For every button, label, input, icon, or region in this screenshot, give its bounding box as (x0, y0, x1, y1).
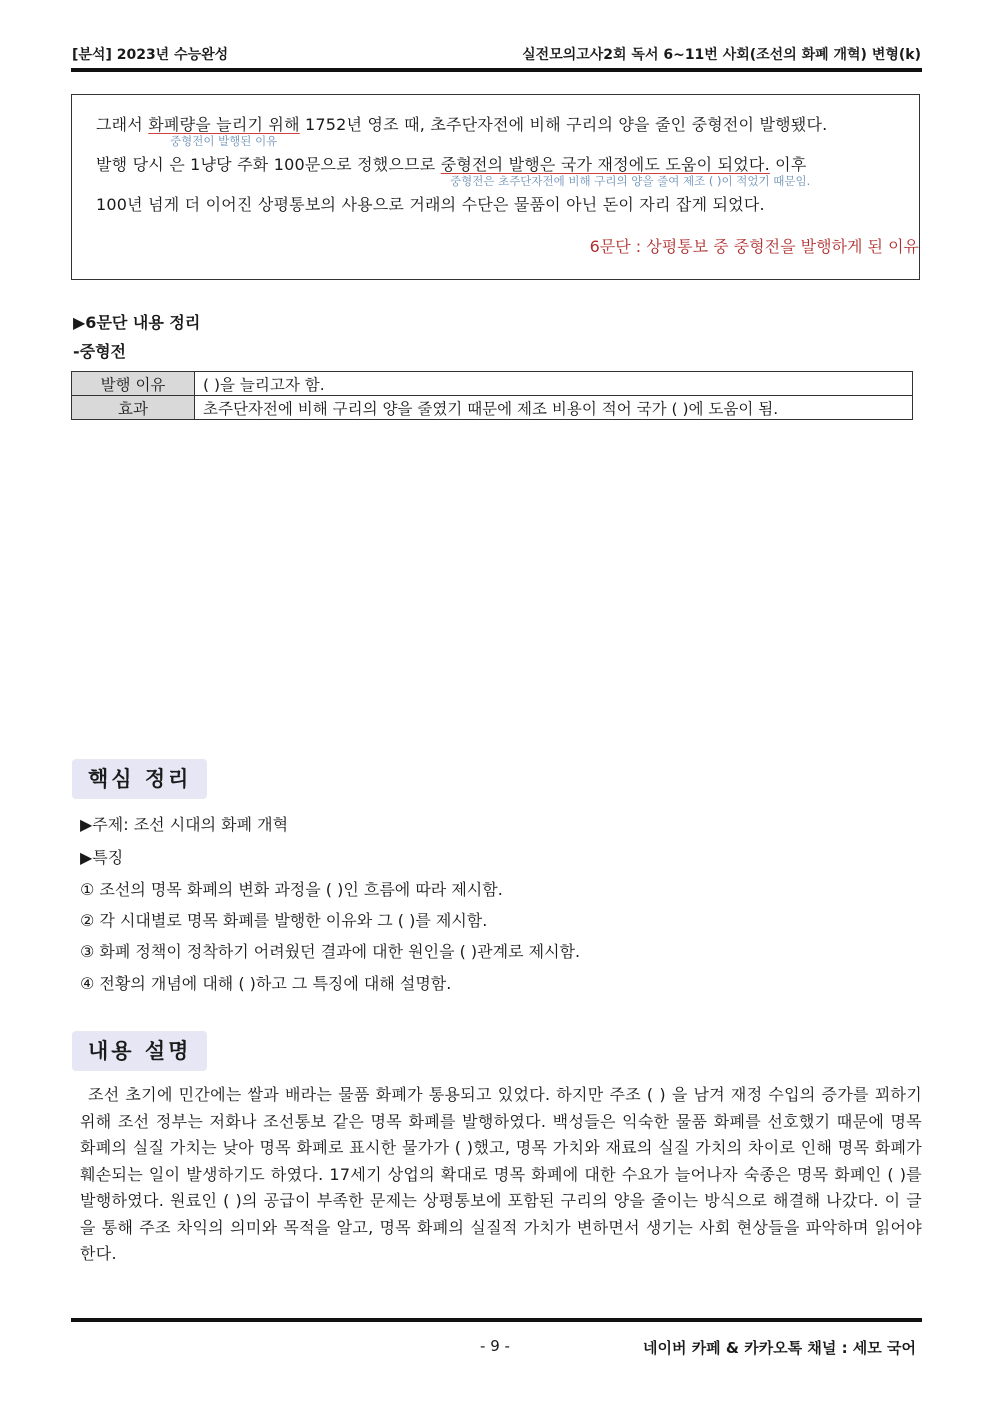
table-row (72, 372, 913, 396)
core-feature-item: ② 각 시대별로 명목 화폐를 발행한 이유와 그 ( )를 제시함. (80, 911, 488, 930)
passage-line-3: 100년 넘게 더 이어진 상평통보의 사용으로 거래의 수단은 물품이 아닌 돈이 자리 잡게 되었다. (96, 195, 765, 214)
table-row (72, 396, 913, 420)
table-cell: 초주단자전에 비해 구리의 양을 줄였기 때문에 제조 비용이 적어 국가 ( )에 도움이 됨. (195, 396, 913, 420)
summary-subheading: -중형전 (73, 342, 127, 361)
page-number: - 9 - (480, 1337, 510, 1355)
core-feature-item: ④ 전황의 개념에 대해 ( )하고 그 특징에 대해 설명함. (80, 974, 452, 993)
table-cell: ( )을 늘리고자 함. (195, 372, 913, 396)
footer-channel: 네이버 카페 & 카카오톡 채널 : 세모 국어 (643, 1339, 916, 1357)
passage-line-1 (96, 112, 827, 135)
header-exam-title: 실전모의고사2회 독서 6~11번 사회(조선의 화폐 개혁) 변형(k) (522, 47, 921, 63)
core-theme: ▶주제: 조선 시대의 화폐 개혁 (80, 815, 289, 834)
header-doc-label: [분석] 2023년 수능완성 (72, 47, 229, 63)
table-header-cell: 발행 이유 (72, 372, 195, 396)
annotation-note-1: 중형전이 발행된 이유 (170, 134, 278, 148)
passage-line-2 (96, 152, 806, 175)
paragraph-label: 6문단 : 상평통보 중 중형전을 발행하게 된 이유 (589, 237, 919, 256)
footer-divider (71, 1318, 922, 1322)
section-title-core: 핵심 정리 (72, 759, 207, 799)
core-features-label: ▶특징 (80, 848, 124, 867)
header-divider (71, 68, 922, 72)
passage-text: 그래서 (96, 115, 149, 134)
passage-text: 이후 (769, 155, 807, 174)
passage-underline: 화폐량을 늘리기 위해 (148, 115, 300, 134)
passage-underline: 중형전의 발행은 국가 재정에도 도움이 되었다. (440, 155, 770, 174)
core-feature-item: ① 조선의 명목 화폐의 변화 과정을 ( )인 흐름에 따라 제시함. (80, 880, 503, 899)
table-header-cell: 효과 (72, 396, 195, 420)
core-feature-item: ③ 화폐 정책이 정착하기 어려웠던 결과에 대한 원인을 ( )관계로 제시함. (80, 942, 581, 961)
section-title-content: 내용 설명 (72, 1031, 207, 1071)
passage-text: 1752년 영조 때, 초주단자전에 비해 구리의 양을 줄인 중형전이 발행됐다. (299, 115, 828, 134)
passage-text: 발행 당시 은 1냥당 주화 100문으로 정했으므로 (96, 155, 441, 174)
content-paragraph: 조선 초기에 민간에는 쌀과 배라는 물품 화폐가 통용되고 있었다. 하지만 주조 ( ) 을 남겨 재정 수입의 증가를 꾀하기 위해 조선 정부는 저화나 조선통보 같은 명목 화폐를 발행하였다. 백성들은 익숙한 물품 화폐를 선호했기 때문에 명목 화폐의 실질 가치는 낮아 명목 화폐로 표시한 물가가 ( )했고, 명목 가치와 재료의 실질 가치의 차이로 인해 명목 화폐가 훼손되는 일이 발생하기도 하였다. 17세기 상업의 확대로 명목 화폐에 대한 수요가 늘어나자 숙종은 명목 화폐인 ( )를 발행하였다. 원료인 ( )의 공급이 부족한 문제는 상평통보에 포함된 구리의 양을 줄이는 방식으로 해결해 나갔다. 이 글을 통해 주조 차익의 의미와 목적을 알고, 명목 화폐의 실질적 가치가 변하면서 생기는 사회 현상들을 파악하며 읽어야 한다. (80, 1085, 922, 1263)
annotation-note-2: 중형전은 초주단자전에 비해 구리의 양을 줄여 제조 ( )이 적었기 때문임. (450, 174, 811, 188)
passage-box (71, 94, 920, 280)
summary-heading: ▶6문단 내용 정리 (73, 313, 201, 332)
summary-table (71, 371, 913, 420)
